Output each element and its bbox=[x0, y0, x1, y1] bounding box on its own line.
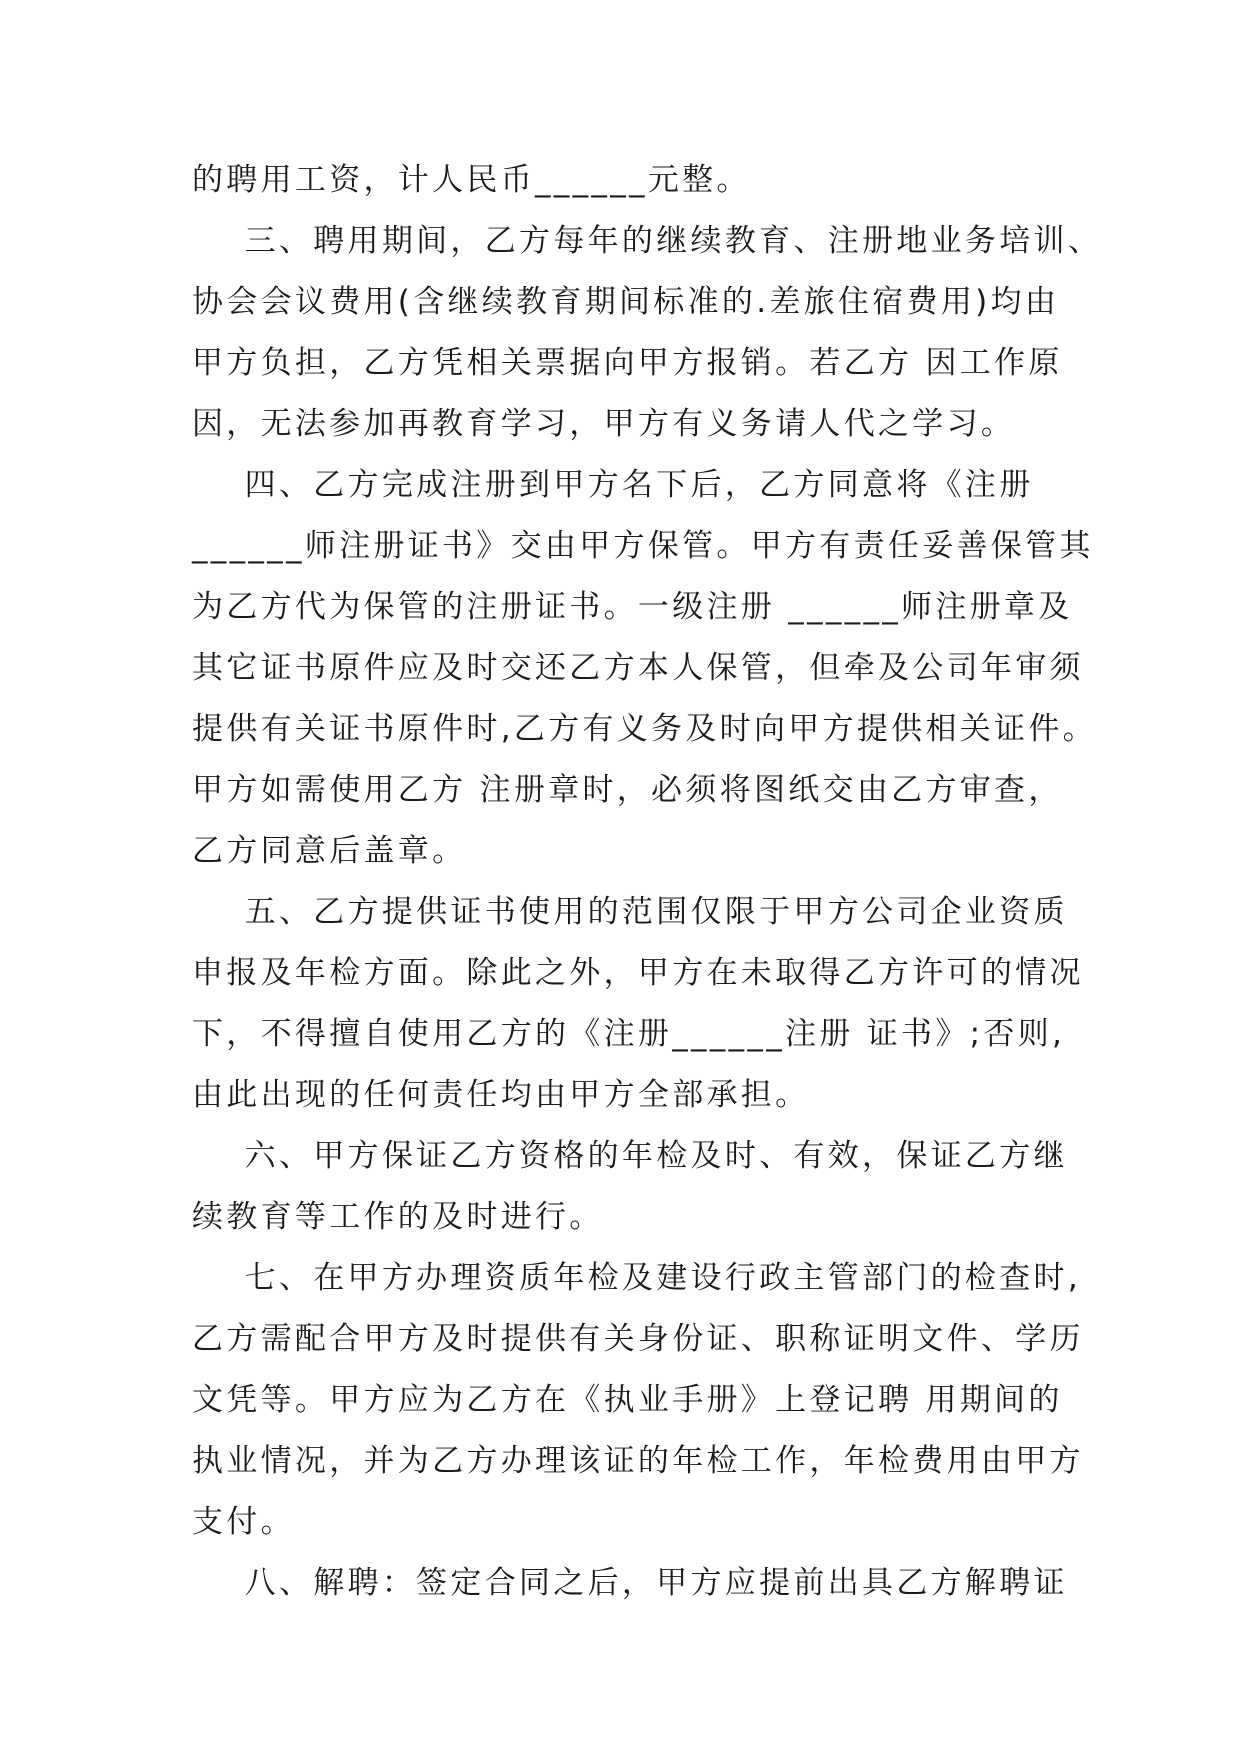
clause-4-heading-line: 四、乙方完成注册到甲方名下后，乙方同意将《注册 bbox=[192, 467, 1034, 503]
text-line: 支付。 bbox=[192, 1504, 295, 1540]
text-line: 执业情况，并为乙方办理该证的年检工作，年检费用由甲方 bbox=[192, 1443, 1084, 1479]
text-line: 申报及年检方面。除此之外，甲方在未取得乙方许可的情况 bbox=[192, 955, 1084, 991]
clause-6-heading-line: 六、甲方保证乙方资格的年检及时、有效，保证乙方继 bbox=[192, 1138, 1068, 1174]
text-line: 下，不得擅自使用乙方的《注册______注册 证书》;否则, bbox=[192, 1016, 1066, 1052]
text-line: 其它证书原件应及时交还乙方本人保管，但牵及公司年审须 bbox=[192, 650, 1084, 686]
text-line: 甲方如需使用乙方 注册章时，必须将图纸交由乙方审查， bbox=[192, 772, 1063, 808]
text-line: 协会会议费用(含继续教育期间标准的.差旅住宿费用)均由 bbox=[192, 284, 1060, 320]
text-line: 因，无法参加再教育学习，甲方有义务请人代之学习。 bbox=[192, 406, 1016, 442]
clause-3-heading-line: 三、聘用期间，乙方每年的继续教育、注册地业务培训、 bbox=[192, 223, 1103, 259]
text-line: ______师注册证书》交由甲方保管。甲方有责任妥善保管其 bbox=[192, 528, 1094, 564]
text-line: 由此出现的任何责任均由甲方全部承担。 bbox=[192, 1077, 810, 1113]
text-line: 为乙方代为保管的注册证书。一级注册 ______师注册章及 bbox=[192, 589, 1073, 625]
clause-7-heading-line: 七、在甲方办理资质年检及建设行政主管部门的检查时, bbox=[192, 1260, 1081, 1296]
text-line: 乙方同意后盖章。 bbox=[192, 833, 467, 869]
text-line: 的聘用工资，计人民币______元整。 bbox=[192, 162, 751, 198]
text-line: 续教育等工作的及时进行。 bbox=[192, 1199, 604, 1235]
text-line: 乙方需配合甲方及时提供有关身份证、职称证明文件、学历 bbox=[192, 1321, 1084, 1357]
clause-5-heading-line: 五、乙方提供证书使用的范围仅限于甲方公司企业资质 bbox=[192, 894, 1068, 930]
text-line: 文凭等。甲方应为乙方在《执业手册》上登记聘 用期间的 bbox=[192, 1382, 1063, 1418]
clause-8-heading-line: 八、解聘：签定合同之后，甲方应提前出具乙方解聘证 bbox=[192, 1565, 1068, 1601]
text-line: 提供有关证书原件时,乙方有义务及时向甲方提供相关证件。 bbox=[192, 711, 1097, 747]
text-line: 甲方负担，乙方凭相关票据向甲方报销。若乙方 因工作原 bbox=[192, 345, 1063, 381]
